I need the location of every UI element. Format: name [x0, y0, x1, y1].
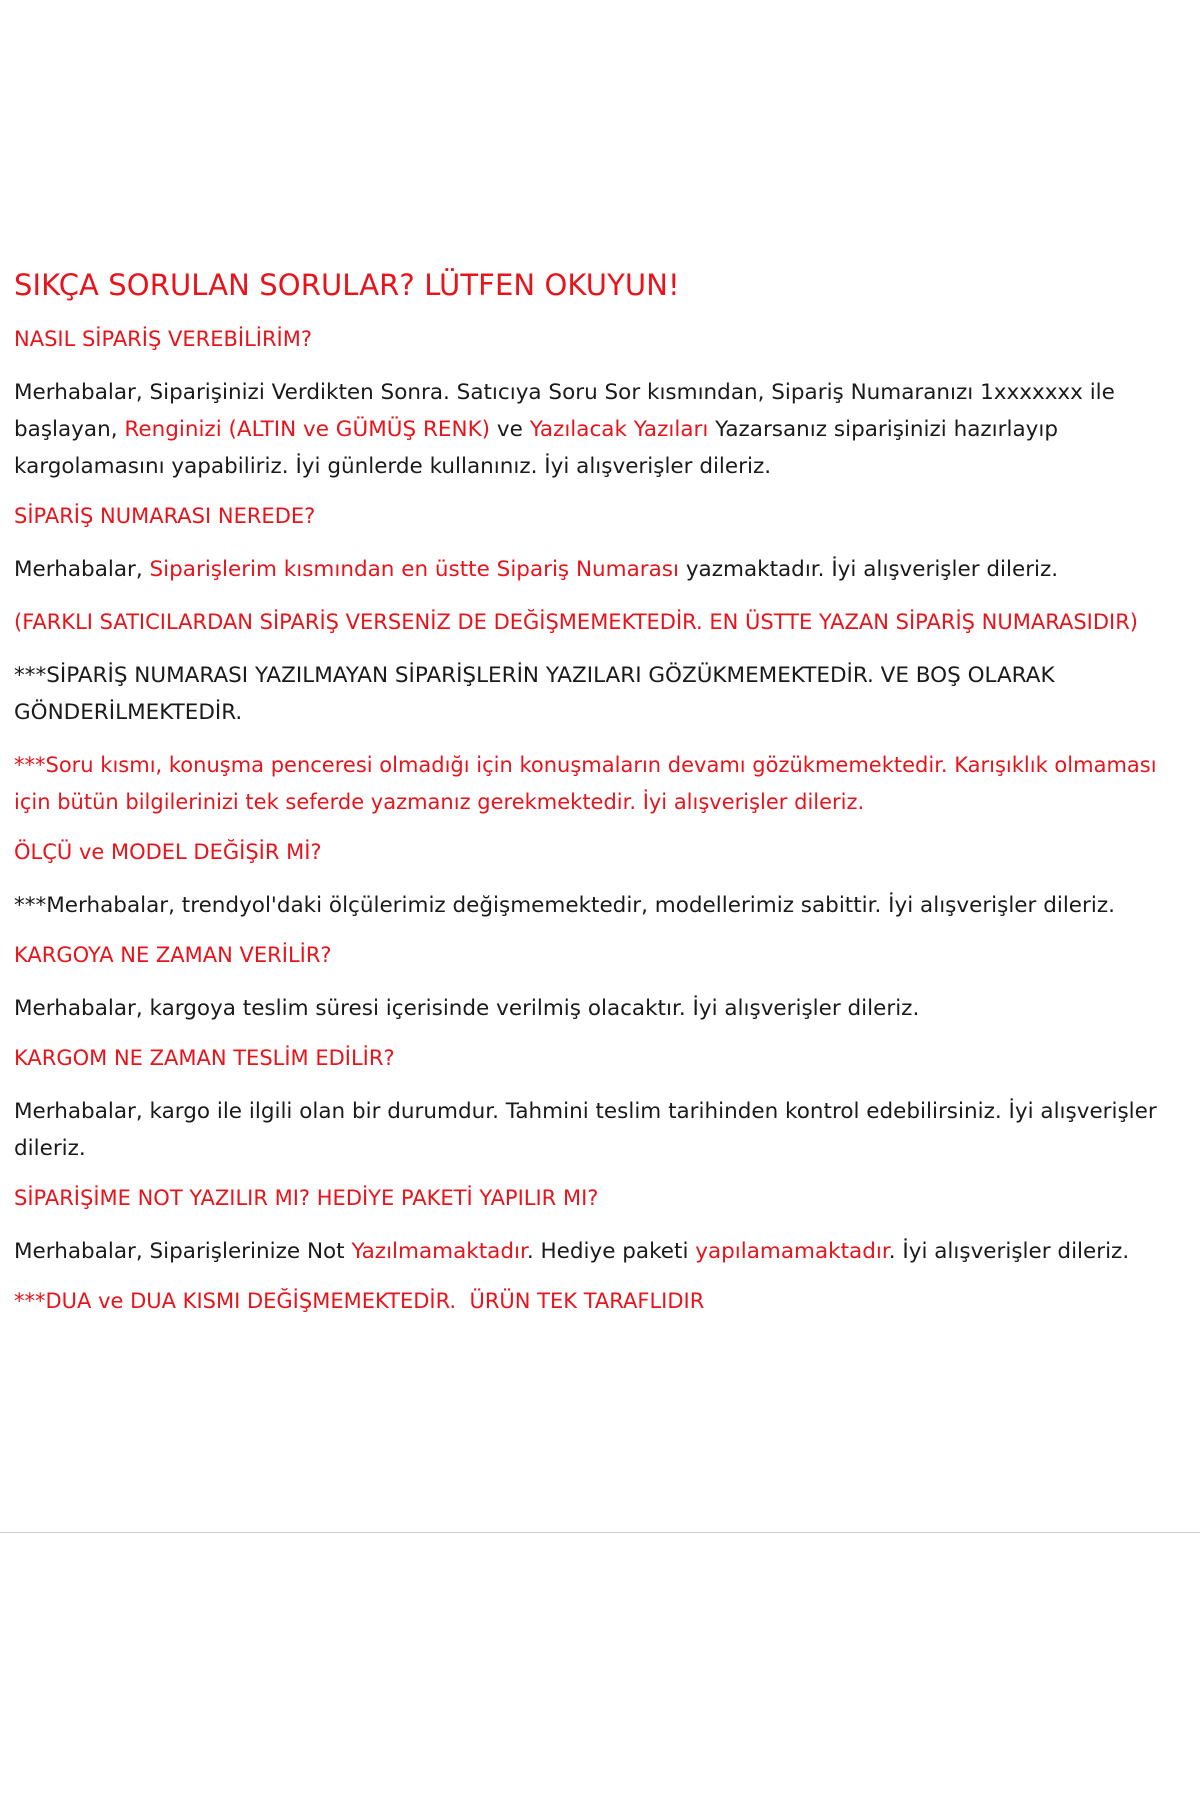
answer-text: Merhabalar, Siparişinizi Verdikten Sonra. Satıcıya Soru Sor kısmından, Sipariş Numaranızı 1xxxxxxx ile başlayan, [14, 380, 1115, 442]
faq-answer-size-model: ***Merhabalar, trendyol'daki ölçülerimiz değişmemektedir, modellerimiz sabittir. İyi alışverişler dileriz. [14, 893, 1115, 918]
answer-text: . İyi alışverişler dileriz. [888, 1239, 1130, 1264]
answer-highlight: Yazılmamaktadır [351, 1239, 527, 1264]
faq-question-size-model: ÖLÇÜ ve MODEL DEĞİŞİR Mİ? [14, 840, 322, 864]
faq-answer-delivery-time: Merhabalar, kargo ile ilgili olan bir durumdur. Tahmini teslim tarihinden kontrol edebilirsiniz. İyi alışverişler dileriz. [14, 1099, 1157, 1161]
faq-question-how-to-order: NASIL SİPARİŞ VEREBİLİRİM? [14, 327, 313, 351]
footer-note: ***DUA ve DUA KISMI DEĞİŞMEMEKTEDİR. ÜRÜN TEK TARAFLIDIR [14, 1289, 705, 1313]
answer-text: ve [490, 417, 530, 442]
answer-highlight-text: Yazılacak Yazıları [529, 417, 709, 442]
faq-document [14, 268, 1174, 1336]
answer-highlight: Siparişlerim kısmından en üstte Sipariş Numarası [149, 557, 679, 582]
faq-question-shipping-time: KARGOYA NE ZAMAN VERİLİR? [14, 943, 332, 967]
faq-question-order-number: SİPARİŞ NUMARASI NEREDE? [14, 504, 316, 528]
faq-answer-how-to-order [14, 374, 1174, 485]
faq-answer-note-gift [14, 1233, 1174, 1270]
answer-text: . Hediye paketi [526, 1239, 696, 1264]
note-missing-order-number: ***SİPARİŞ NUMARASI YAZILMAYAN SİPARİŞLERİN YAZILARI GÖZÜKMEMEKTEDİR. VE BOŞ OLARAK GÖNDERİLMEKTEDİR. [14, 663, 1055, 725]
note-different-sellers: (FARKLI SATICILARDAN SİPARİŞ VERSENİZ DE DEĞİŞMEMEKTEDİR. EN ÜSTTE YAZAN SİPARİŞ NUMARASIDIR) [14, 610, 1138, 634]
answer-highlight: yapılamamaktadır [695, 1239, 889, 1264]
faq-answer-shipping-time: Merhabalar, kargoya teslim süresi içerisinde verilmiş olacaktır. İyi alışverişler dileriz. [14, 996, 920, 1021]
answer-text: Merhabalar, [14, 557, 150, 582]
faq-question-note-gift: SİPARİŞİME NOT YAZILIR MI? HEDİYE PAKETİ YAPILIR MI? [14, 1186, 599, 1210]
answer-text: Yazarsanız siparişinizi hazırlayıp kargolamasını yapabiliriz. İyi günlerde kullanınız. İyi alışverişler dileriz. [14, 417, 1058, 479]
answer-text: yazmaktadır. İyi alışverişler dileriz. [678, 557, 1059, 582]
faq-question-delivery-time: KARGOM NE ZAMAN TESLİM EDİLİR? [14, 1046, 395, 1070]
divider-line [0, 1532, 1200, 1533]
answer-text: Merhabalar, Siparişlerinize Not [14, 1239, 352, 1264]
note-question-section: ***Soru kısmı, konuşma penceresi olmadığı için konuşmaların devamı gözükmemektedir. Karışıklık olmaması için bütün bilgilerinizi tek seferde yazmanız gerekmektedir. İyi alışverişler dileriz. [14, 753, 1157, 814]
answer-highlight-color: Renginizi (ALTIN ve GÜMÜŞ RENK) [124, 417, 491, 442]
page-title: SIKÇA SORULAN SORULAR? LÜTFEN OKUYUN! [14, 268, 680, 302]
faq-answer-order-number [14, 551, 1174, 588]
